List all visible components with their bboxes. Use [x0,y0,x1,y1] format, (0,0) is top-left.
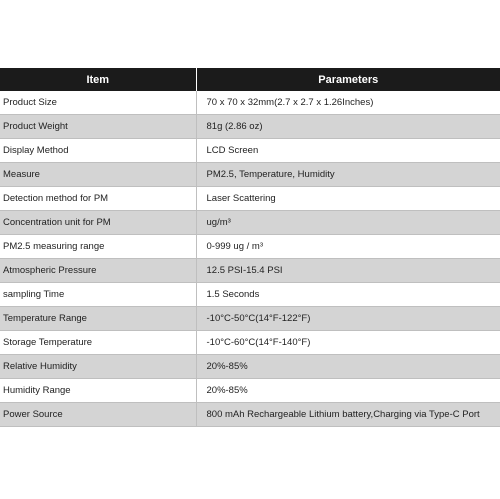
table-row [0,403,500,427]
parameter-cell: 0-999 ug / m³ [196,235,500,259]
parameter-cell: 20%-85% [196,355,500,379]
item-cell: PM2.5 measuring range [0,235,196,259]
table-row [0,91,500,115]
item-cell: sampling Time [0,283,196,307]
table-row [0,331,500,355]
item-cell: Temperature Range [0,307,196,331]
item-cell: Concentration unit for PM [0,211,196,235]
item-cell: Atmospheric Pressure [0,259,196,283]
table-header-row [0,68,500,91]
table-row [0,307,500,331]
item-cell: Product Size [0,91,196,115]
table-row [0,139,500,163]
table-row [0,235,500,259]
item-cell: Humidity Range [0,379,196,403]
table-row [0,211,500,235]
header-item: Item [0,68,196,91]
item-cell: Detection method for PM [0,187,196,211]
table-row [0,283,500,307]
parameter-cell: ug/m³ [196,211,500,235]
parameter-cell: 12.5 PSI-15.4 PSI [196,259,500,283]
table-row [0,379,500,403]
parameter-cell: Laser Scattering [196,187,500,211]
parameter-cell: -10°C-50°C(14°F-122°F) [196,307,500,331]
item-cell: Power Source [0,403,196,427]
table-row [0,259,500,283]
spec-table [0,68,500,427]
item-cell: Storage Temperature [0,331,196,355]
parameter-cell: 20%-85% [196,379,500,403]
parameter-cell: -10°C-60°C(14°F-140°F) [196,331,500,355]
table-row [0,115,500,139]
header-parameters: Parameters [196,68,500,91]
table-row [0,163,500,187]
table-row [0,355,500,379]
parameter-cell: LCD Screen [196,139,500,163]
parameter-cell: 70 x 70 x 32mm(2.7 x 2.7 x 1.26Inches) [196,91,500,115]
parameter-cell: 81g (2.86 oz) [196,115,500,139]
item-cell: Display Method [0,139,196,163]
table-row [0,187,500,211]
parameter-cell: PM2.5, Temperature, Humidity [196,163,500,187]
item-cell: Relative Humidity [0,355,196,379]
parameter-cell: 1.5 Seconds [196,283,500,307]
item-cell: Product Weight [0,115,196,139]
item-cell: Measure [0,163,196,187]
parameter-cell: 800 mAh Rechargeable Lithium battery,Charging via Type-C Port [196,403,500,427]
